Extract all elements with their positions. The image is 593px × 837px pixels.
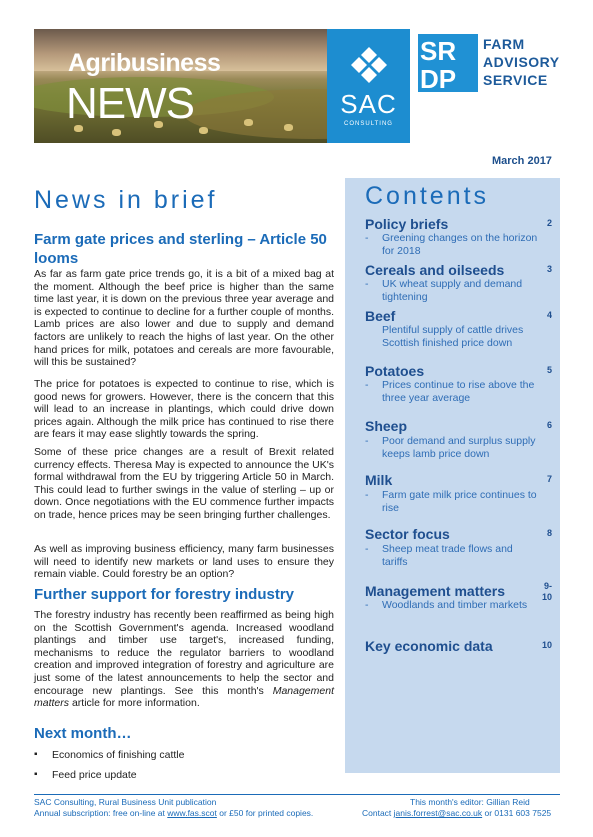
toc-item-policy-briefs[interactable]: Policy briefs — [365, 216, 449, 232]
footer-text: or 0131 603 7525 — [484, 808, 552, 818]
fas-website-link[interactable]: www.fas.scot — [167, 808, 217, 818]
issue-date: March 2017 — [492, 155, 552, 167]
toc-subitem-text: Poor demand and surplus supply keeps lamb price down — [382, 435, 536, 460]
footer-divider — [34, 794, 560, 795]
footer-subscription — [34, 808, 313, 818]
toc-page-number: 10 — [541, 640, 552, 650]
toc-subitem: - UK wheat supply and demand tightening — [365, 278, 540, 304]
footer-text: Contact — [362, 808, 392, 818]
footer-editor: This month's editor: Gillian Reid — [410, 797, 530, 807]
sac-logo-text: SAC — [340, 89, 397, 119]
toc-item-sector-focus[interactable]: Sector focus — [365, 526, 450, 542]
list-item: ▪ Feed price update — [34, 769, 334, 789]
article-heading: Further support for forestry industry — [34, 586, 295, 603]
svg-text:DP: DP — [420, 64, 457, 92]
toc-subitem: - Woodlands and timber markets — [365, 599, 540, 612]
hay-bale — [244, 119, 253, 126]
article-paragraph — [34, 609, 334, 710]
toc-page-number: 2 — [546, 218, 552, 228]
fas-line: ADVISORY — [483, 54, 560, 70]
toc-item-sheep[interactable]: Sheep — [365, 418, 408, 434]
toc-page-number: 3 — [546, 264, 552, 274]
sac-diamonds-icon — [351, 47, 387, 83]
paragraph-text: The forestry industry has recently been reaffirmed as being high on the Scottish Government's agenda. Increased woodland plantings and timber use target's, increased funding, mechanisms to reduce the regulator barriers to woodland creation and improved integration of forestry and agriculture are just some of the latest announcements to help the sector and encourage new plantings. See this month's — [34, 609, 334, 697]
footer-text: Annual subscription: free on-line at — [34, 808, 165, 818]
fas-line: FARM — [483, 36, 525, 52]
header-banner — [34, 29, 410, 143]
contents-panel — [345, 178, 560, 773]
toc-subitem-text: Greening changes on the horizon for 2018 — [382, 232, 538, 257]
fas-line: SERVICE — [483, 72, 548, 88]
hay-bale — [199, 127, 208, 134]
toc-subitem — [365, 324, 540, 350]
footer-publisher: SAC Consulting, Rural Business Unit publication — [34, 797, 217, 807]
toc-subitem-text: Farm gate milk price continues to rise — [382, 489, 537, 514]
publication-title: Agribusiness — [68, 49, 221, 77]
article-heading: Farm gate prices and sterling – Article 50 looms — [34, 231, 327, 267]
article-paragraph: As well as improving business efficiency, many farm businesses will need to identify new markets or land uses to ensure they remain viable. Could forestry be an option? — [34, 543, 334, 581]
footer-text: or £50 for printed copies. — [219, 808, 314, 818]
toc-page-number: 8 — [546, 528, 552, 538]
toc-subitem: - Greening changes on the horizon for 2018 — [365, 232, 540, 258]
hay-bale — [284, 124, 293, 131]
toc-item-key-economic-data[interactable]: Key economic data — [365, 638, 493, 654]
sac-logo-subtext: CONSULTING — [344, 121, 393, 127]
list-item: ▪ Economics of finishing cattle — [34, 749, 334, 769]
next-month-list — [34, 749, 334, 789]
toc-page-number: 9-10 — [541, 581, 552, 602]
contact-email-link[interactable]: janis.forrest@sac.co.uk — [393, 808, 483, 818]
sac-logo — [327, 29, 410, 143]
section-title: News in brief — [34, 186, 218, 214]
article-paragraph: Some of these price changes are a result of Brexit related currency effects. Theresa May is expected to announce the UK's formal withdrawal from the EU by triggering Article 50 in March. This could lead to further swings in the value of sterling – up or down. Once negotiations with the EU commence further impacts on trade, hence prices may be seen bringing further challenges. — [34, 446, 334, 521]
toc-item-milk[interactable]: Milk — [365, 472, 393, 488]
toc-subitem-text: Sheep meat trade flows and tariffs — [382, 543, 513, 568]
srdp-logo — [418, 34, 478, 92]
toc-subitem-text: Prices continue to rise above the three year average — [382, 379, 535, 404]
publication-subtitle: NEWS — [66, 79, 194, 128]
toc-page-number: 4 — [546, 310, 552, 320]
toc-page-number: 5 — [546, 365, 552, 375]
farm-advisory-service-logo — [483, 35, 560, 89]
toc-subitem: - Prices continue to rise above the three year average — [365, 379, 540, 405]
toc-item-cereals[interactable]: Cereals and oilseeds — [365, 262, 505, 278]
svg-text:SR: SR — [420, 36, 457, 66]
toc-subitem: - Farm gate milk price continues to rise — [365, 489, 540, 515]
toc-item-potatoes[interactable]: Potatoes — [365, 363, 425, 379]
toc-item-beef[interactable]: Beef — [365, 308, 396, 324]
article-paragraph: The price for potatoes is expected to continue to rise, which is good news for growers. However, there is the concern that this will lead to an increase in plantings, which could drive down prices again. Although the milk price has continued to rise there are fears it may ease slightly towards the spring. — [34, 378, 334, 441]
contents-title: Contents — [365, 182, 490, 210]
article-paragraph: As far as farm gate price trends go, it is a bit of a mixed bag at the moment. Although the beef price is higher than the same time last year, it is down on the previous three year average and is expected to continue to decline for a further couple of months. Lamb prices are also lower and due to supply and demand factors are unlikely to reach the highs of last year. On the other hand prices for milk, potatoes and cereals are more favourable, will this be sustained? — [34, 268, 334, 369]
next-month-heading: Next month… — [34, 725, 132, 742]
toc-subitem: - Sheep meat trade flows and tariffs — [365, 543, 540, 569]
footer-contact — [362, 808, 551, 818]
srdp-logo-icon — [418, 34, 478, 92]
paragraph-text: article for more information. — [71, 697, 200, 710]
paragraph-emphasis: Management matters — [34, 684, 334, 710]
toc-subitem: - Poor demand and surplus supply keeps lamb price down — [365, 435, 540, 461]
toc-item-management-matters[interactable]: Management matters — [365, 583, 506, 599]
toc-page-number: 6 — [546, 420, 552, 430]
toc-subitem-text: Plentiful supply of cattle drives Scottish finished price down — [382, 324, 524, 349]
toc-subitem-text: Woodlands and timber markets — [382, 599, 528, 611]
toc-page-number: 7 — [546, 474, 552, 484]
hay-bale — [112, 129, 121, 136]
toc-subitem-text: UK wheat supply and demand tightening — [382, 278, 523, 303]
